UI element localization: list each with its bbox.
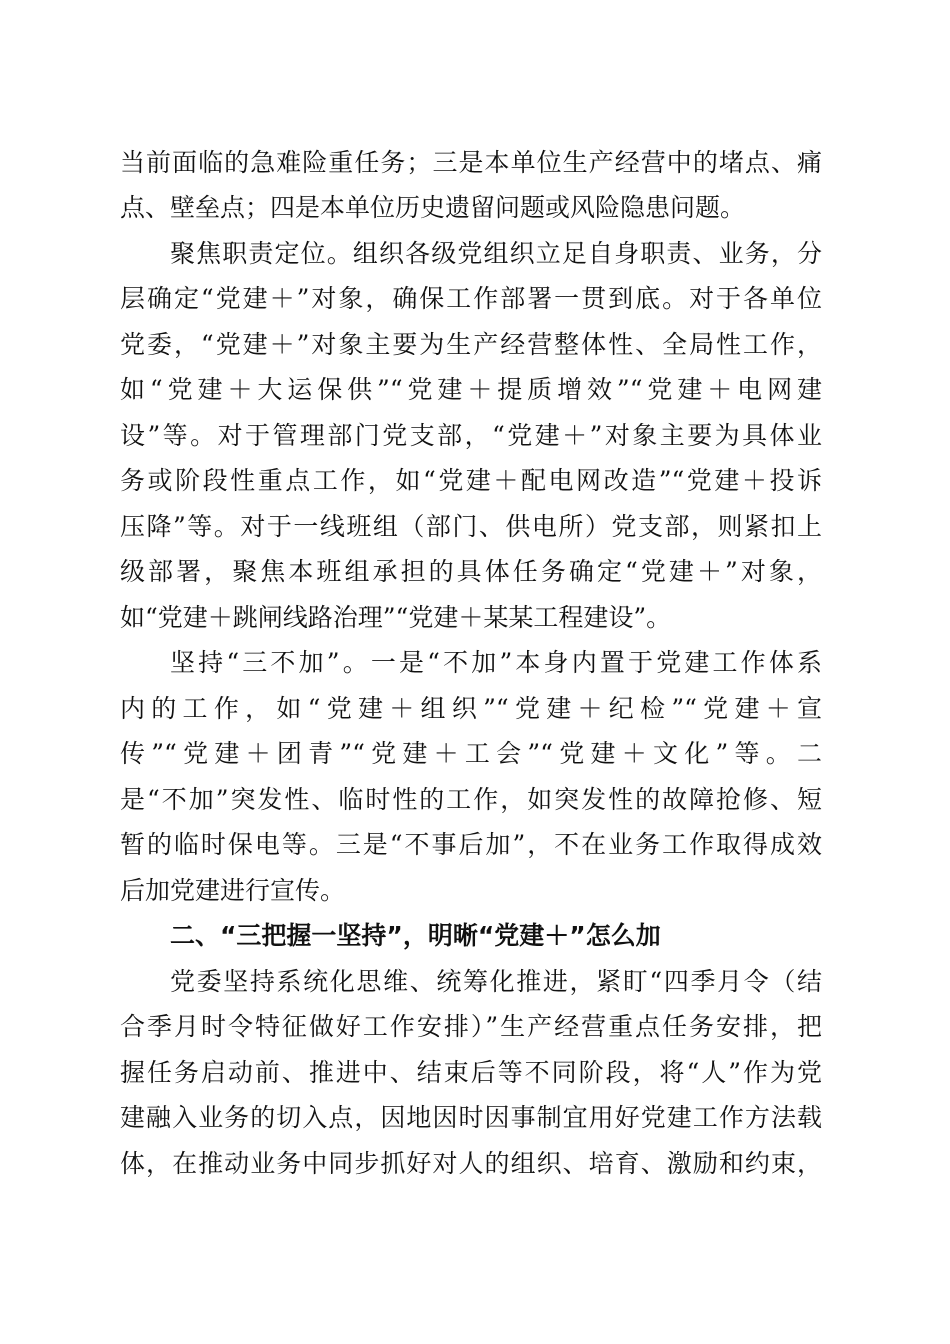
paragraph-line: 层确定“党建＋”对象，确保工作部署一贯到底。对于各单位 — [120, 284, 822, 313]
section-heading: 二、“三把握一坚持”，明晰“党建＋”怎么加 — [170, 921, 661, 950]
paragraph-line: 设”等。对于管理部门党支部，“党建＋”对象主要为具体业 — [120, 421, 822, 450]
paragraph-line: 暂的临时保电等。三是“不事后加”，不在业务工作取得成效 — [120, 830, 822, 859]
paragraph-line: 是“不加”突发性、临时性的工作，如突发性的故障抢修、短 — [120, 785, 822, 814]
paragraph-line: 点、壁垒点；四是本单位历史遗留问题或风险隐患问题。 — [120, 193, 746, 222]
paragraph-line: 传”“党建＋团青”“党建＋工会”“党建＋文化”等。二 — [120, 739, 822, 768]
paragraph-line: 如“党建＋跳闸线路治理”“党建＋某某工程建设”。 — [120, 603, 672, 632]
paragraph-line: 握任务启动前、推进中、结束后等不同阶段，将“人”作为党 — [120, 1058, 822, 1087]
paragraph-line: 坚持“三不加”。一是“不加”本身内置于党建工作体系 — [170, 648, 822, 677]
paragraph-line: 如“党建＋大运保供”“党建＋提质增效”“党建＋电网建 — [120, 375, 822, 404]
paragraph-line: 聚焦职责定位。组织各级党组织立足自身职责、业务，分 — [170, 239, 822, 268]
paragraph-line: 压降”等。对于一线班组（部门、供电所）党支部，则紧扣上 — [120, 512, 822, 541]
paragraph-line: 内的工作，如“党建＋组织”“党建＋纪检”“党建＋宣 — [120, 694, 822, 723]
paragraph-line: 党委坚持系统化思维、统筹化推进，紧盯“四季月令（结 — [170, 967, 822, 996]
paragraph-line: 体，在推动业务中同步抓好对人的组织、培育、激励和约束， — [120, 1149, 822, 1178]
paragraph-line: 后加党建进行宣传。 — [120, 876, 346, 905]
paragraph-line: 务或阶段性重点工作，如“党建＋配电网改造”“党建＋投诉 — [120, 466, 822, 495]
paragraph-line: 级部署，聚焦本班组承担的具体任务确定“党建＋”对象， — [120, 557, 822, 586]
paragraph-line: 当前面临的急难险重任务；三是本单位生产经营中的堵点、痛 — [120, 148, 822, 177]
paragraph-line: 建融入业务的切入点，因地因时因事制宜用好党建工作方法载 — [120, 1103, 822, 1132]
paragraph-line: 党委，“党建＋”对象主要为生产经营整体性、全局性工作， — [120, 330, 822, 359]
paragraph-line: 合季月时令特征做好工作安排）”生产经营重点任务安排，把 — [120, 1012, 822, 1041]
